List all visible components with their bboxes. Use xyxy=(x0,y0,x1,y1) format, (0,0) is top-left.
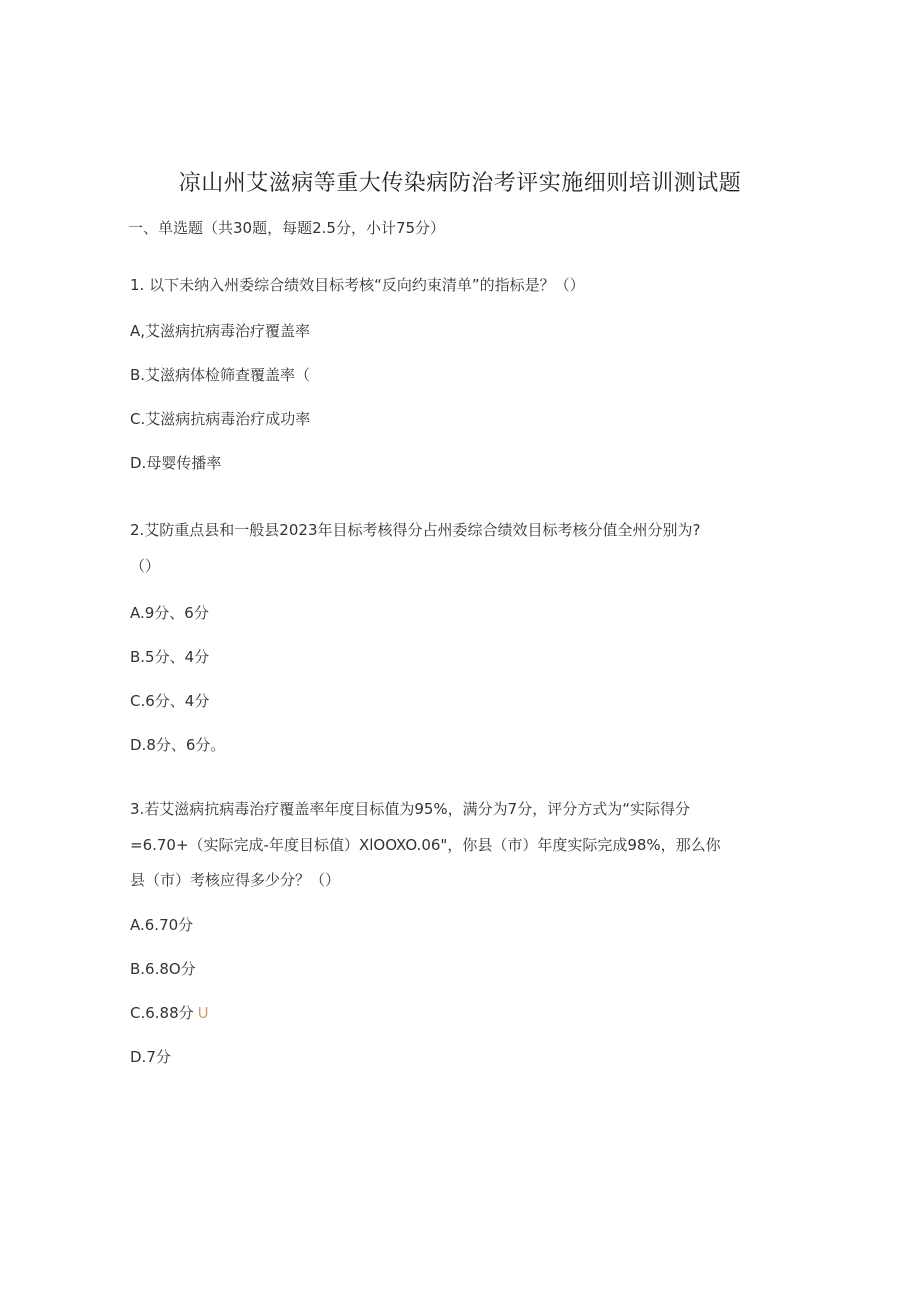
question-2-option-c: C.6分、4分 xyxy=(130,692,210,710)
question-2-text: 2.艾防重点县和一般县2023年目标考核得分占州委综合绩效目标考核分值全州分别为? xyxy=(130,521,701,539)
document-title: 凉山州艾滋病等重大传染病防治考评实施细则培训测试题 xyxy=(178,171,742,196)
handwritten-mark: U xyxy=(197,1004,209,1022)
question-3-option-c xyxy=(130,1003,209,1023)
question-1-text: 1. 以下未纳入州委综合绩效目标考核“反向约束清单”的指标是？（） xyxy=(130,276,585,294)
question-3-text-line-1: 3.若艾滋病抗病毒治疗覆盖率年度目标值为95%，满分为7分，评分方式为“实际得分 xyxy=(130,800,690,818)
question-2-text-continued: （） xyxy=(130,557,161,575)
question-3-option-c-label: C.6.88分 xyxy=(130,1004,194,1022)
question-1-option-c: C.艾滋病抗病毒治疗成功率 xyxy=(130,410,311,428)
question-1-option-b: B.艾滋病体检筛查覆盖率（ xyxy=(130,366,311,384)
question-2-option-a: A.9分、6分 xyxy=(130,604,209,622)
question-1-option-d: D.母婴传播率 xyxy=(130,454,222,472)
question-3-option-d: D.7分 xyxy=(130,1048,171,1066)
question-3-option-b: B.6.8O分 xyxy=(130,960,196,978)
question-3-text-line-3: 县（市）考核应得多少分？（） xyxy=(130,871,341,889)
section-heading: 一、单选题（共30题，每题2.5分，小计75分） xyxy=(128,219,446,237)
question-2-option-d: D.8分、6分。 xyxy=(130,736,226,754)
question-3-option-a: A.6.70分 xyxy=(130,916,194,934)
question-2-option-b: B.5分、4分 xyxy=(130,648,210,666)
question-1-option-a: A,艾滋病抗病毒治疗覆盖率 xyxy=(130,322,311,340)
question-3-text-line-2: =6.70+（实际完成-年度目标值）XlOOXO.06"，你县（市）年度实际完成98%，那么你 xyxy=(130,836,721,854)
